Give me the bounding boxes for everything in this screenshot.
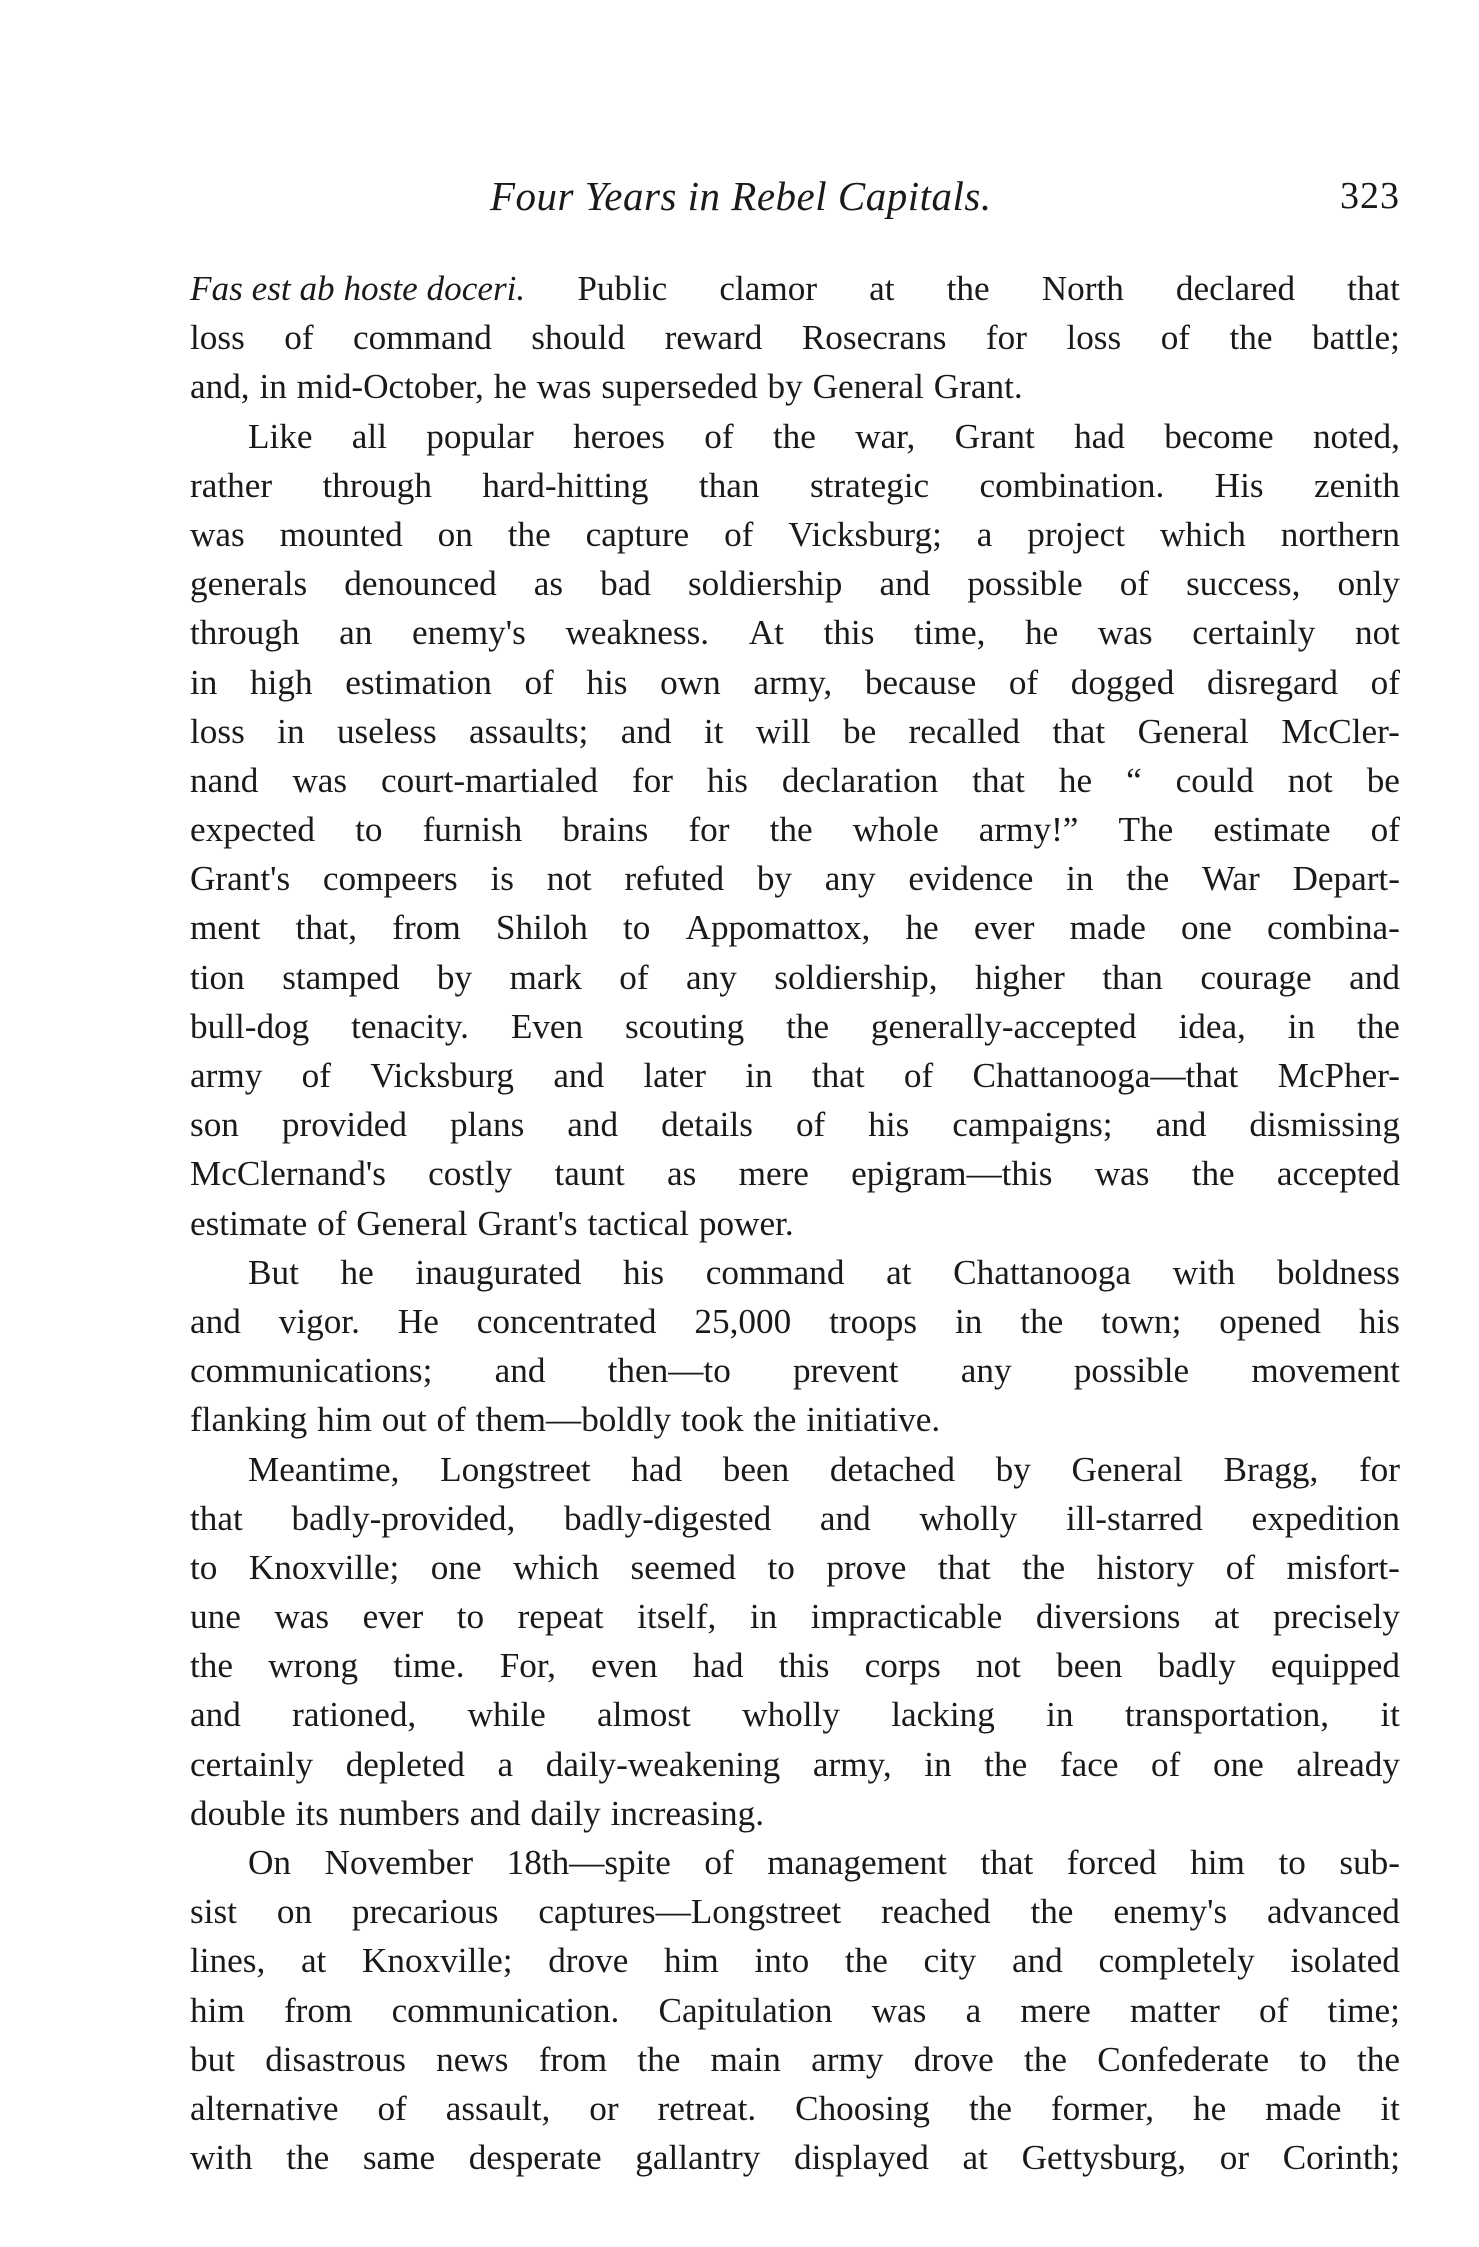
text-line: Grant's compeers is not refuted by any evidence in the War Depart-: [190, 859, 1400, 899]
text-line: loss of command should reward Rosecrans for loss of the battle;: [190, 318, 1400, 358]
text-line: army of Vicksburg and later in that of Chattanooga—that McPher-: [190, 1056, 1400, 1095]
text-line: was mounted on the capture of Vicksburg; a project which northern: [190, 514, 1400, 554]
text-line: ment that, from Shiloh to Appomattox, he ever made one combina-: [190, 908, 1400, 948]
page-number: 323: [1340, 175, 1400, 217]
paragraph: [190, 1248, 1400, 1445]
text-line: and vigor. He concentrated 25,000 troops in the town; opened his: [190, 1301, 1400, 1341]
text-line: communications; and then—to prevent any possible movement: [190, 1351, 1400, 1391]
paragraph: [190, 1838, 1400, 2182]
text-line: through an enemy's weakness. At this time, he was certainly not: [190, 613, 1400, 653]
text-line: But he inaugurated his command at Chattanooga with boldness: [248, 1252, 1400, 1292]
running-title: Four Years in Rebel Capitals.: [490, 173, 992, 219]
text-line: Like all popular heroes of the war, Grant had become noted,: [248, 416, 1400, 456]
text-line: but disastrous news from the main army drove the Confederate to the: [190, 2039, 1400, 2079]
paragraph: [190, 264, 1400, 412]
text-line: flanking him out of them—boldly took the initiative.: [190, 1400, 941, 1440]
text-line: McClernand's costly taunt as mere epigram—this was the accepted: [190, 1154, 1400, 1194]
text-line: une was ever to repeat itself, in impracticable diversions at precisely: [190, 1597, 1400, 1637]
text-line: the wrong time. For, even had this corps not been badly equipped: [190, 1646, 1400, 1686]
text-line: and rationed, while almost wholly lacking in transportation, it: [190, 1695, 1400, 1735]
text-line: estimate of General Grant's tactical power.: [190, 1203, 794, 1243]
text-line: rather through hard-hitting than strategic combination. His zenith: [190, 465, 1400, 505]
text-line: nand was court-martialed for his declaration that he “ could not be: [190, 760, 1400, 800]
text-line: to Knoxville; one which seemed to prove that the history of misfort-: [190, 1547, 1400, 1587]
text-line: and, in mid-October, he was superseded by General Grant.: [190, 367, 1023, 407]
text-line: tion stamped by mark of any soldiership, higher than courage and: [190, 957, 1400, 997]
text-line: double its numbers and daily increasing.: [190, 1793, 765, 1833]
text-line: On November 18th—spite of management that forced him to sub-: [248, 1843, 1400, 1882]
text-line: alternative of assault, or retreat. Choosing the former, he made it: [190, 2088, 1400, 2128]
text-line: loss in useless assaults; and it will be recalled that General McCler-: [190, 711, 1400, 751]
paragraph: [190, 1445, 1400, 1839]
text-line: son provided plans and details of his campaigns; and dismissing: [190, 1105, 1400, 1145]
text-line: certainly depleted a daily-weakening army, in the face of one already: [190, 1744, 1400, 1784]
text-line: lines, at Knoxville; drove him into the city and completely isolated: [190, 1941, 1400, 1981]
italic-lead: Fas est ab hoste doceri.: [190, 269, 526, 308]
text-line: sist on precarious captures—Longstreet reached the enemy's advanced: [190, 1892, 1400, 1932]
text-line: that badly-provided, badly-digested and wholly ill-starred expedition: [190, 1498, 1400, 1538]
text-line: Fas est ab hoste doceri. Public clamor at the North declared that: [190, 264, 1400, 313]
text-line: generals denounced as bad soldiership and possible of success, only: [190, 564, 1400, 604]
text-line: bull-dog tenacity. Even scouting the generally-accepted idea, in the: [190, 1006, 1400, 1046]
paragraph: [190, 412, 1400, 1248]
running-head: [190, 172, 1400, 232]
text-line: expected to furnish brains for the whole army!” The estimate of: [190, 810, 1400, 850]
body-text: [190, 264, 1400, 2182]
text-line: in high estimation of his own army, because of dogged disregard of: [190, 662, 1400, 702]
text-line: Meantime, Longstreet had been detached by General Bragg, for: [248, 1449, 1400, 1489]
text-line: with the same desperate gallantry displayed at Gettysburg, or Corinth;: [190, 2138, 1400, 2178]
text-line: him from communication. Capitulation was a mere matter of time;: [190, 1990, 1400, 2030]
